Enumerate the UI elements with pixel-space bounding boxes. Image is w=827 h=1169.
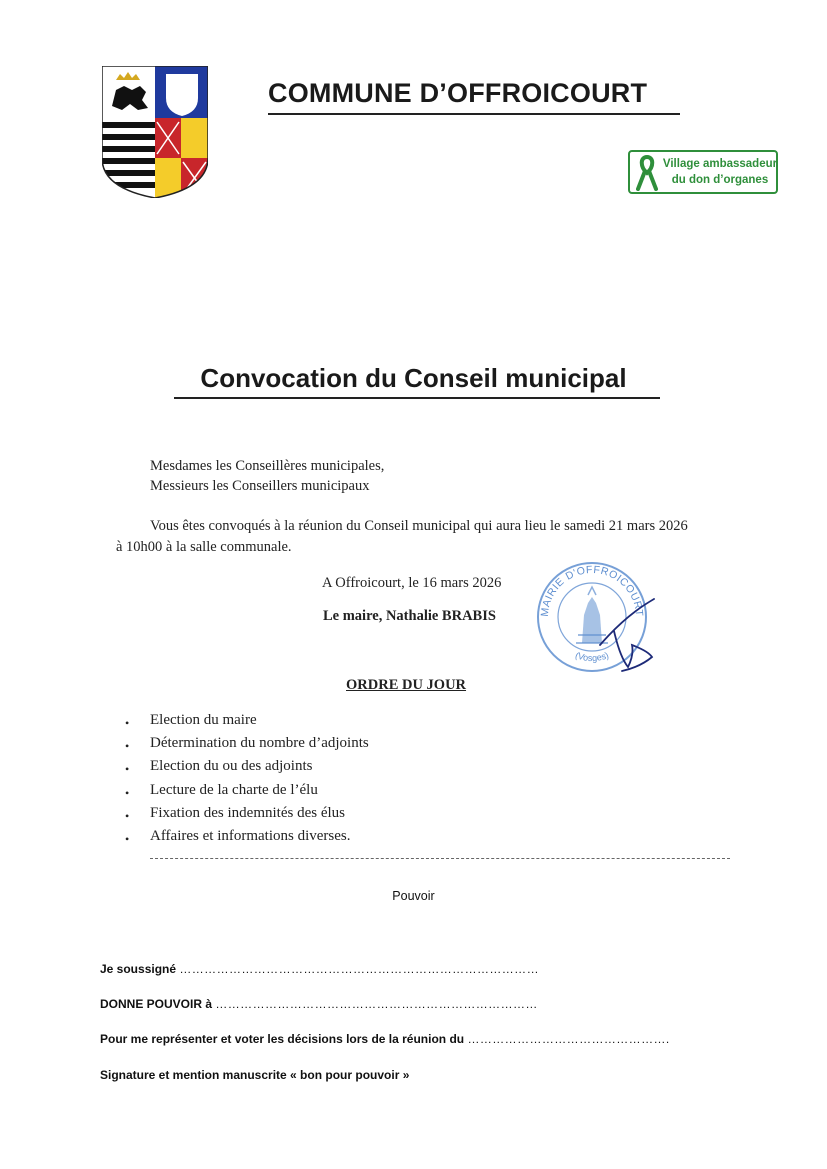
agenda-title: ORDRE DU JOUR	[346, 677, 467, 693]
agenda-item	[122, 828, 369, 851]
place-and-date: A Offroicourt, le 16 mars 2026	[322, 575, 502, 591]
agenda-item-text: Affaires et informations diverses.	[150, 827, 351, 844]
agenda-list	[122, 712, 369, 851]
salutation-line-2: Messieurs les Conseillers municipaux	[150, 478, 370, 494]
agenda-item-text: Détermination du nombre d’adjoints	[150, 735, 369, 752]
agenda-item-text: Fixation des indemnités des élus	[150, 804, 345, 821]
agenda-item-text: Election du maire	[150, 712, 257, 728]
agenda-item-text: Election du ou des adjoints	[150, 758, 313, 775]
document-title: Convocation du Conseil municipal	[200, 363, 627, 393]
bullet-icon: •	[125, 739, 130, 754]
donne-pouvoir-blank: ……………………………………………………………………	[215, 997, 538, 1011]
document-title-underline	[174, 397, 660, 399]
svg-text:(Vosges)	[574, 650, 610, 663]
agenda-item	[122, 805, 369, 828]
agenda-item-text: Lecture de la charte de l’élu	[150, 781, 318, 798]
stamp-ring-bottom-text: (Vosges)	[573, 650, 611, 664]
agenda-item	[122, 758, 369, 781]
commune-title: COMMUNE D’OFFROICOURT	[268, 78, 648, 108]
representer-line	[100, 1032, 670, 1046]
pouvoir-title: Pouvoir	[392, 889, 435, 903]
mairie-stamp	[530, 555, 660, 680]
bullet-icon: •	[125, 716, 130, 730]
agenda-item	[122, 735, 369, 758]
coat-of-arms-logo	[102, 66, 208, 198]
soussigne-blank: ……………………………………………………………………………	[179, 962, 539, 976]
bullet-icon: •	[125, 785, 130, 800]
donne-pouvoir-line	[100, 997, 538, 1011]
bullet-icon: •	[125, 808, 130, 823]
signature-line: Signature et mention manuscrite « bon pour pouvoir »	[100, 1068, 410, 1082]
badge-text	[662, 156, 778, 188]
agenda-item	[122, 782, 369, 805]
soussigne-line	[100, 962, 539, 976]
bullet-icon: •	[125, 762, 130, 777]
donne-pouvoir-label: DONNE POUVOIR à	[100, 997, 213, 1011]
salutation-line-1: Mesdames les Conseillères municipales,	[150, 458, 385, 474]
convocation-text-line-1: Vous êtes convoqués à la réunion du Conseil municipal qui aura lieu le samedi 21 mars 2026	[150, 518, 688, 534]
badge-line-2: du don d’organes	[671, 174, 769, 186]
badge-line-1: Village ambassadeur	[662, 158, 778, 170]
commune-title-underline	[268, 113, 680, 115]
bullet-icon: •	[125, 831, 130, 846]
green-ribbon-icon	[636, 155, 658, 191]
convocation-text-line-2: à 10h00 à la salle communale.	[116, 539, 292, 555]
representer-label: Pour me représenter et voter les décisions lors de la réunion du	[100, 1032, 465, 1046]
agenda-item	[122, 712, 369, 735]
stamp-ring-top-text: MAIRIE D'OFFROICOURT	[538, 563, 646, 618]
representer-blank: ………………………………………….	[467, 1032, 670, 1046]
soussigne-label: Je soussigné	[100, 962, 177, 976]
dashed-separator	[150, 858, 730, 859]
signatory: Le maire, Nathalie BRABIS	[323, 608, 496, 624]
organ-donation-badge	[628, 150, 778, 194]
